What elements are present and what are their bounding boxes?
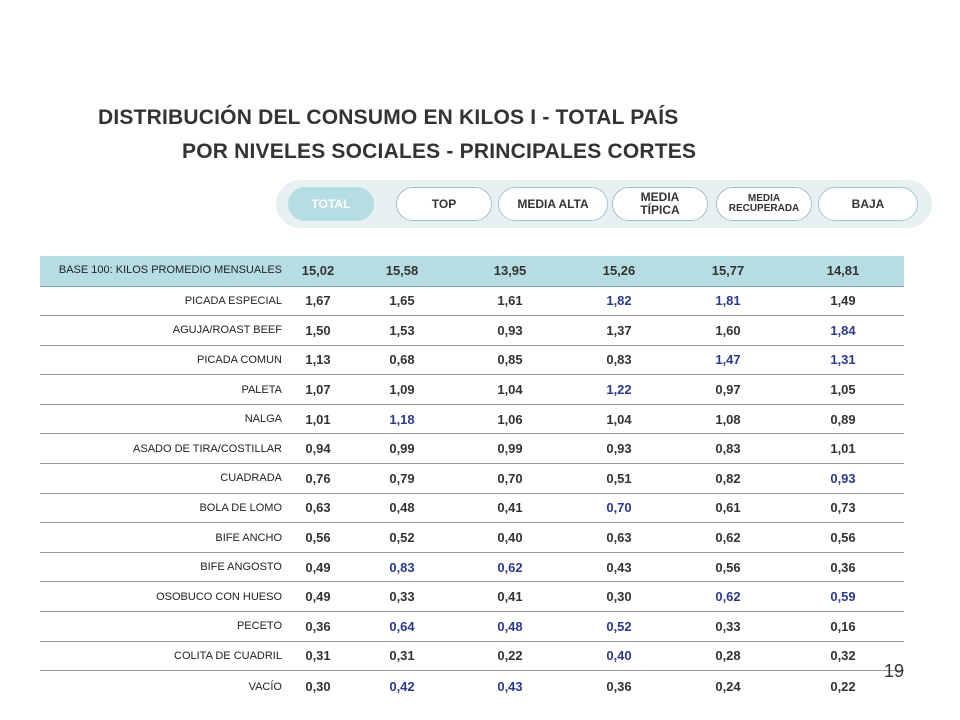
cell-value: 0,79 — [348, 464, 456, 494]
row-label: BIFE ANCHO — [40, 523, 288, 553]
cell-value: 0,43 — [497, 679, 523, 695]
table-row — [40, 612, 904, 642]
cell-value: 0,62 — [674, 582, 782, 612]
tab-baja[interactable]: BAJA — [818, 187, 918, 221]
cell-value: 1,18 — [348, 404, 456, 434]
cell-value: 0,30 — [564, 582, 674, 612]
cell-value: 0,36 — [288, 612, 348, 642]
cell-value: 0,22 — [456, 641, 564, 671]
cell-value: 0,48 — [348, 493, 456, 523]
cell-value: 0,62 — [674, 523, 782, 553]
cell-value: 0,24 — [715, 679, 741, 695]
table-row — [40, 582, 904, 612]
cell-value: 0,30 — [305, 679, 331, 695]
row-label: BOLA DE LOMO — [40, 493, 288, 523]
table-row — [40, 493, 904, 523]
cell-value: 0,31 — [348, 641, 456, 671]
row-label: PICADA ESPECIAL — [40, 286, 288, 316]
cell-value: 1,13 — [288, 345, 348, 375]
row-label: COLITA DE CUADRIL — [40, 641, 288, 671]
cell-value: 0,16 — [782, 612, 904, 642]
cell-value: 0,36 — [782, 552, 904, 582]
cell-value: 0,93 — [456, 316, 564, 346]
cell-value: 0,93 — [782, 464, 904, 494]
cell-value: 1,67 — [288, 286, 348, 316]
table-row — [40, 345, 904, 375]
cell-value: 0,52 — [348, 523, 456, 553]
cell-value: 0,62 — [456, 552, 564, 582]
cell-value: 0,85 — [456, 345, 564, 375]
row-label: ASADO DE TIRA/COSTILLAR — [40, 434, 288, 464]
cell-value: 0,68 — [348, 345, 456, 375]
cell-value: 1,82 — [564, 286, 674, 316]
table-row — [40, 671, 904, 703]
cell-value: 0,56 — [674, 552, 782, 582]
cell-value: 0,70 — [456, 464, 564, 494]
cell-value: 0,70 — [564, 493, 674, 523]
base-value: 14,81 — [782, 256, 904, 286]
table-row — [40, 316, 904, 346]
cell-value: 0,42 — [389, 679, 415, 695]
cell-value: 0,97 — [674, 375, 782, 405]
cell-value: 0,33 — [674, 612, 782, 642]
cell-value: 0,41 — [456, 582, 564, 612]
cell-value: 0,63 — [564, 523, 674, 553]
tab-top[interactable]: TOP — [396, 187, 492, 221]
cell-value: 1,05 — [782, 375, 904, 405]
cell-value: 0,89 — [782, 404, 904, 434]
row-label: NALGA — [40, 404, 288, 434]
segment-tab-bar — [276, 180, 932, 228]
row-label: OSOBUCO CON HUESO — [40, 582, 288, 612]
cell-value: 0,51 — [564, 464, 674, 494]
cell-value: 0,94 — [288, 434, 348, 464]
cell-value: 0,52 — [564, 612, 674, 642]
cell-value: 1,08 — [674, 404, 782, 434]
base-value: 15,58 — [348, 256, 456, 286]
row-label: PECETO — [40, 612, 288, 642]
cell-value: 0,63 — [288, 493, 348, 523]
cell-value: 1,31 — [782, 345, 904, 375]
row-label: PICADA COMUN — [40, 345, 288, 375]
cell-value: 0,83 — [348, 552, 456, 582]
cell-value: 1,37 — [564, 316, 674, 346]
cell-value: 0,59 — [782, 582, 904, 612]
cell-value: 0,82 — [674, 464, 782, 494]
cell-value: 0,22 — [830, 679, 856, 695]
cell-value: 1,09 — [348, 375, 456, 405]
row-label: AGUJA/ROAST BEEF — [40, 316, 288, 346]
table-row — [40, 464, 904, 494]
base-value: 15,02 — [288, 256, 348, 286]
cell-value: 1,47 — [674, 345, 782, 375]
cell-value: 0,32 — [782, 641, 904, 671]
base-value: 13,95 — [456, 256, 564, 286]
cell-value: 1,22 — [564, 375, 674, 405]
table-header-row — [40, 256, 904, 286]
cell-value: 0,49 — [288, 582, 348, 612]
cell-value: 1,06 — [456, 404, 564, 434]
cell-value: 1,61 — [456, 286, 564, 316]
table-row — [40, 552, 904, 582]
cell-value: 1,53 — [348, 316, 456, 346]
base-value: 15,77 — [674, 256, 782, 286]
cell-value: 1,04 — [564, 404, 674, 434]
table-row — [40, 375, 904, 405]
page-title: DISTRIBUCIÓN DEL CONSUMO EN KILOS I - TOTAL PAÍS — [98, 106, 679, 129]
cell-value: 1,04 — [456, 375, 564, 405]
cell-value: 0,99 — [348, 434, 456, 464]
table-row — [40, 286, 904, 316]
row-label: PALETA — [40, 375, 288, 405]
cell-value: 1,50 — [288, 316, 348, 346]
tab-media-alta[interactable]: MEDIA ALTA — [498, 187, 608, 221]
cell-value: 1,01 — [288, 404, 348, 434]
base-label: BASE 100: KILOS PROMEDIO MENSUALES — [40, 256, 288, 286]
cell-value: 0,56 — [288, 523, 348, 553]
cell-value: 0,36 — [606, 679, 632, 695]
cell-value: 0,56 — [782, 523, 904, 553]
cell-value: 0,61 — [674, 493, 782, 523]
cell-value: 0,73 — [782, 493, 904, 523]
cell-value: 1,49 — [782, 286, 904, 316]
cell-value: 0,83 — [564, 345, 674, 375]
cell-value: 0,33 — [348, 582, 456, 612]
row-label: CUADRADA — [40, 464, 288, 494]
tab-media-tipica[interactable]: MEDIA TÍPICA — [612, 187, 708, 221]
page-number: 19 — [884, 661, 905, 681]
cell-value: 0,49 — [288, 552, 348, 582]
cell-value: 0,40 — [456, 523, 564, 553]
cell-value: 1,07 — [288, 375, 348, 405]
row-label: VACÍO — [248, 680, 282, 693]
cell-value: 0,83 — [674, 434, 782, 464]
page-subtitle: POR NIVELES SOCIALES - PRINCIPALES CORTES — [182, 140, 697, 163]
cell-value: 0,40 — [564, 641, 674, 671]
cell-value: 1,01 — [782, 434, 904, 464]
tab-total[interactable]: TOTAL — [288, 187, 374, 221]
cell-value: 1,65 — [348, 286, 456, 316]
table-row — [40, 523, 904, 553]
cell-value: 0,99 — [456, 434, 564, 464]
table-row — [40, 641, 904, 671]
cell-value: 0,31 — [288, 641, 348, 671]
tab-media-recuperada[interactable]: MEDIA RECUPERADA — [716, 187, 812, 221]
consumption-table — [40, 256, 904, 703]
cell-value: 0,28 — [674, 641, 782, 671]
cell-value: 0,93 — [564, 434, 674, 464]
table-row — [40, 434, 904, 464]
base-value: 15,26 — [564, 256, 674, 286]
cell-value: 0,43 — [564, 552, 674, 582]
cell-value: 0,48 — [456, 612, 564, 642]
cell-value: 0,76 — [288, 464, 348, 494]
cell-value: 0,41 — [456, 493, 564, 523]
cell-value: 1,84 — [782, 316, 904, 346]
cell-value: 0,64 — [348, 612, 456, 642]
cell-value: 1,60 — [674, 316, 782, 346]
table-row — [40, 404, 904, 434]
cell-value: 1,81 — [674, 286, 782, 316]
row-label: BIFE ANGOSTO — [40, 552, 288, 582]
